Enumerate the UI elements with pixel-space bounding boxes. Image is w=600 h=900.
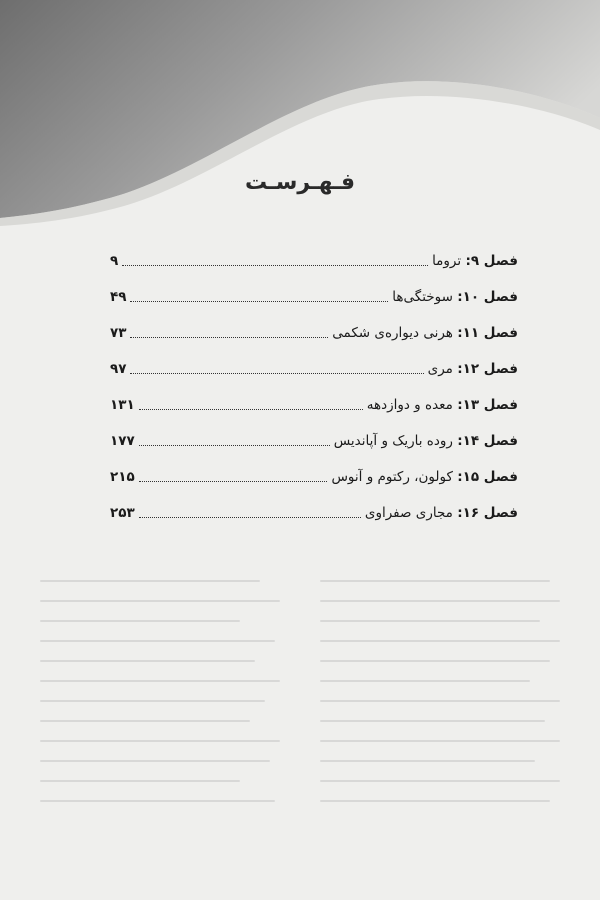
- toc-page-number: ۲۵۳: [110, 505, 135, 521]
- toc-page-number: ۹۷: [110, 361, 127, 377]
- toc-page-number: ۹: [110, 253, 119, 269]
- toc-chapter-title: مجاری صفراوی: [364, 505, 453, 521]
- toc-chapter-number: فصل ۱۴:: [457, 433, 518, 449]
- toc-chapter-number: فصل ۹:: [465, 253, 518, 269]
- toc-chapter-title: روده باریک و آپاندیس: [333, 433, 453, 449]
- toc-chapter-number: فصل ۱۲:: [457, 361, 518, 377]
- toc-page-number: ۲۱۵: [110, 469, 135, 485]
- toc-entry-label: [331, 468, 518, 486]
- toc-entry[interactable]: [110, 342, 518, 378]
- toc-page-number: ۷۳: [110, 325, 127, 341]
- toc-entry[interactable]: [110, 306, 518, 342]
- toc-chapter-number: فصل ۱۳:: [457, 397, 518, 413]
- toc-entry[interactable]: [110, 378, 518, 414]
- toc-chapter-title: تروما: [432, 253, 462, 269]
- dot-leader: [139, 516, 361, 518]
- decorative-wave-banner: [0, 0, 600, 260]
- toc-entry[interactable]: [110, 270, 518, 306]
- dot-leader: [139, 480, 328, 482]
- dot-leader: [130, 300, 388, 302]
- toc-entry-label: [428, 360, 518, 378]
- dot-leader: [122, 264, 428, 266]
- toc-chapter-title: سوختگی‌ها: [392, 289, 453, 305]
- toc-entry-label: [332, 324, 518, 342]
- toc-entry-label: [365, 504, 518, 522]
- dot-leader: [139, 408, 363, 410]
- toc-entry-label: [392, 288, 518, 306]
- dot-leader: [130, 372, 423, 374]
- toc-entry-label: [432, 252, 518, 270]
- toc-chapter-title: کولون، رکتوم و آنوس: [331, 469, 453, 485]
- toc-entry-label: [367, 396, 518, 414]
- toc-chapter-title: مری: [427, 361, 453, 377]
- toc-entry[interactable]: [110, 486, 518, 522]
- toc-entry-label: [334, 432, 518, 450]
- toc-chapter-number: فصل ۱۶:: [457, 505, 518, 521]
- toc-entry[interactable]: [110, 414, 518, 450]
- show-through-background: [20, 560, 580, 860]
- toc-entry[interactable]: [110, 234, 518, 270]
- table-of-contents: [110, 234, 518, 522]
- toc-chapter-title: هرنی دیواره‌ی شکمی: [332, 325, 453, 341]
- toc-chapter-number: فصل ۱۰:: [457, 289, 518, 305]
- toc-chapter-title: معده و دوازدهه: [366, 397, 453, 413]
- dot-leader: [130, 336, 328, 338]
- dot-leader: [139, 444, 330, 446]
- toc-chapter-number: فصل ۱۱:: [457, 325, 518, 341]
- toc-heading: فـهـرسـت: [244, 170, 356, 195]
- toc-page-number: ۱۷۷: [110, 433, 135, 449]
- toc-page-number: ۴۹: [110, 289, 127, 305]
- toc-chapter-number: فصل ۱۵:: [457, 469, 518, 485]
- toc-entry[interactable]: [110, 450, 518, 486]
- toc-page-number: ۱۳۱: [110, 397, 135, 413]
